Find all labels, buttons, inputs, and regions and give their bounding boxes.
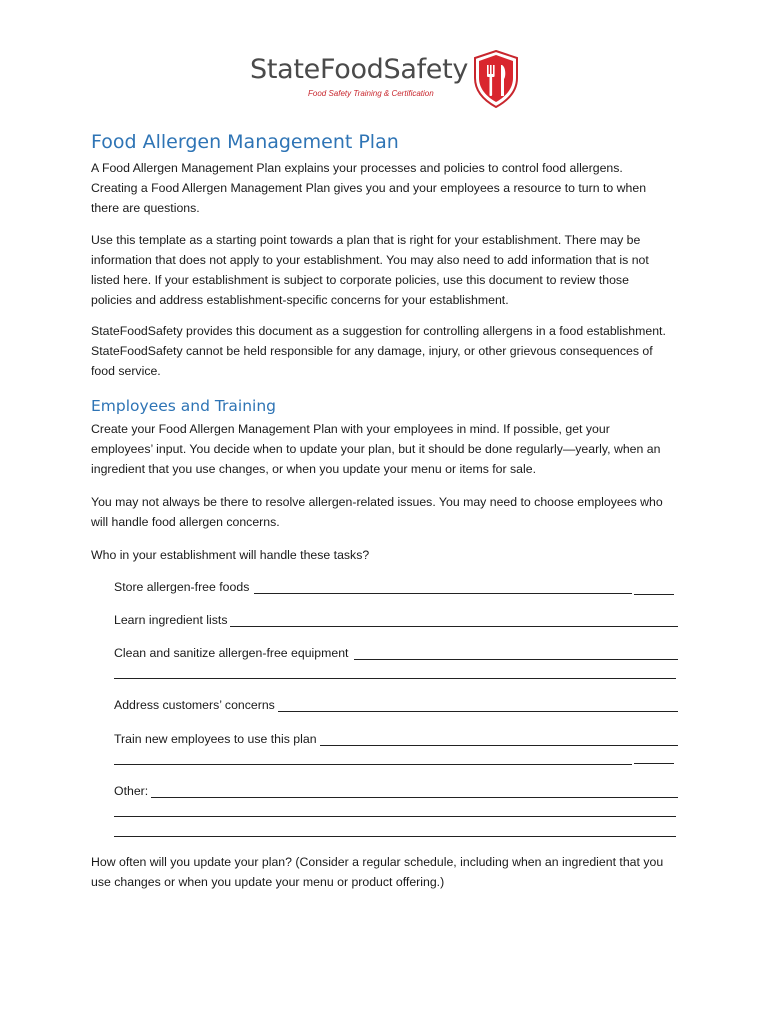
text-line: StateFoodSafety cannot be held responsible for any damage, injury, or other grievous consequences of (91, 344, 653, 358)
text-line: Use this template as a starting point towards a plan that is right for your establishment. There may be (91, 233, 641, 247)
text-line: information that does not apply to your establishment. You may also need to add information that is not (91, 253, 649, 267)
brand-name: StateFoodSafety (250, 54, 469, 85)
text-line: How often will you update your plan? (Consider a regular schedule, including when an ingredient that you (91, 855, 664, 869)
text-line: policies and address establishment-specific concerns for your establishment. (91, 293, 509, 307)
task-other[interactable] (114, 781, 678, 801)
task-label: Address customers’ concerns (114, 695, 278, 715)
update-question (91, 852, 691, 892)
task-train-new-employees[interactable] (114, 729, 678, 749)
intro-paragraph-3 (91, 321, 691, 381)
task-label: Clean and sanitize allergen-free equipment (114, 643, 351, 663)
text-line: employees’ input. You decide when to update your plan, but it should be done regularly—yearly, when an (91, 442, 661, 456)
answer-line[interactable] (354, 659, 678, 660)
task-label: Learn ingredient lists (114, 610, 230, 630)
answer-line[interactable] (634, 594, 674, 595)
text-line: A Food Allergen Management Plan explains your processes and policies to control food allergens. (91, 161, 623, 175)
text-line: use changes or when you update your menu or product offering.) (91, 875, 445, 889)
task-label: Other: (114, 781, 151, 801)
text-line: Who in your establishment will handle these tasks? (91, 548, 370, 562)
text-line: You may not always be there to resolve allergen-related issues. You may need to choose employees who (91, 495, 663, 509)
section-paragraph-2 (91, 492, 691, 532)
shield-fork-knife-icon (473, 50, 519, 108)
answer-line[interactable] (254, 593, 632, 594)
text-line: food service. (91, 364, 161, 378)
text-line: will handle food allergen concerns. (91, 515, 280, 529)
brand-tagline: Food Safety Training & Certification (308, 89, 434, 98)
answer-line[interactable] (148, 797, 678, 798)
task-address-customers-concerns[interactable] (114, 695, 678, 715)
answer-line[interactable] (634, 763, 674, 764)
task-learn-ingredient-lists[interactable] (114, 610, 678, 630)
answer-line[interactable] (228, 626, 678, 627)
text-line: ingredient that you use changes, or when you update your menu or items for sale. (91, 462, 536, 476)
answer-line[interactable] (276, 711, 678, 712)
task-clean-sanitize-equipment[interactable] (114, 643, 678, 663)
text-line: StateFoodSafety provides this document as a suggestion for controlling allergens in a food establishment. (91, 324, 666, 338)
section-heading: Employees and Training (91, 397, 277, 415)
intro-paragraph-2 (91, 230, 691, 310)
text-line: listed here. If your establishment is subject to corporate policies, use this document to review those (91, 273, 629, 287)
text-line: there are questions. (91, 201, 200, 215)
answer-line[interactable] (114, 764, 632, 765)
task-label: Train new employees to use this plan (114, 729, 320, 749)
answer-line[interactable] (114, 836, 676, 837)
text-line: Create your Food Allergen Management Plan with your employees in mind. If possible, get your (91, 422, 610, 436)
text-line: Creating a Food Allergen Management Plan gives you and your employees a resource to turn to when (91, 181, 647, 195)
section-paragraph-1 (91, 419, 691, 479)
answer-line[interactable] (319, 745, 678, 746)
task-label: Store allergen-free foods (114, 577, 252, 597)
answer-line[interactable] (114, 678, 676, 679)
answer-line[interactable] (114, 816, 676, 817)
brand-logo (250, 50, 520, 110)
tasks-question (91, 545, 691, 565)
intro-paragraph-1 (91, 158, 691, 218)
page-title: Food Allergen Management Plan (91, 131, 399, 153)
task-store-allergen-free-foods[interactable] (114, 577, 678, 597)
